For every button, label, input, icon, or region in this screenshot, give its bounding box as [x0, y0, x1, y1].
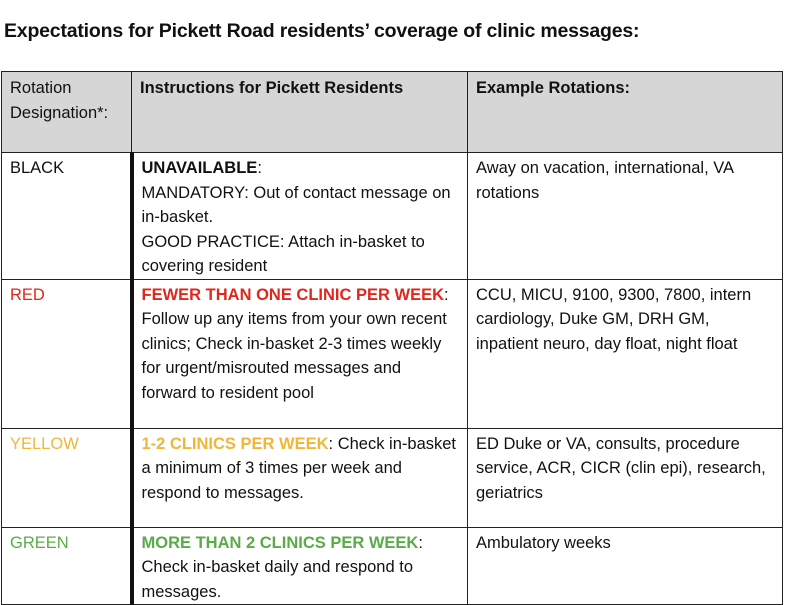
lead-suffix: :	[418, 533, 423, 552]
table-row-yellow	[2, 428, 783, 527]
designation-red: RED	[2, 279, 132, 428]
instruction-mandatory: MANDATORY: Out of contact message on in-basket.	[141, 183, 451, 226]
table-row-black	[2, 153, 783, 280]
instruction-body-yellow: : Check in-basket a minimum of 3 times per week and respond to messages.	[141, 434, 457, 502]
instructions-red	[132, 279, 468, 428]
header-example-rotations: Example Rotations:	[468, 72, 783, 153]
instruction-body-red: Follow up any items from your own recent clinics; Check in-basket 2-3 times weekly for urgent/misrouted messages and forward to resident pool	[141, 310, 447, 402]
instruction-good-practice: GOOD PRACTICE: Attach in-basket to covering resident	[141, 232, 425, 275]
instructions-yellow	[132, 428, 468, 527]
header-instructions: Instructions for Pickett Residents	[132, 72, 468, 153]
lead-unavailable: UNAVAILABLE	[141, 159, 258, 177]
rotation-coverage-table	[1, 71, 783, 605]
examples-black: Away on vacation, international, VA rotations	[468, 153, 783, 280]
designation-black: BLACK	[2, 153, 132, 280]
examples-green: Ambulatory weeks	[468, 527, 783, 605]
lead-one-two-clinics: 1-2 CLINICS PER WEEK	[141, 434, 329, 453]
lead-more-than-two: MORE THAN 2 CLINICS PER WEEK	[141, 533, 419, 552]
lead-suffix: :	[257, 159, 262, 177]
designation-yellow: YELLOW	[2, 428, 132, 527]
document-title: Expectations for Pickett Road residents’ coverage of clinic messages:	[4, 20, 640, 42]
table-row-green	[2, 527, 783, 605]
examples-red: CCU, MICU, 9100, 9300, 7800, intern cardiology, Duke GM, DRH GM, inpatient neuro, day float, night float	[468, 279, 783, 428]
designation-green: GREEN	[2, 527, 132, 605]
examples-yellow: ED Duke or VA, consults, procedure service, ACR, CICR (clin epi), research, geriatrics	[468, 428, 783, 527]
instructions-black	[132, 153, 468, 280]
lead-fewer-than-one: FEWER THAN ONE CLINIC PER WEEK	[141, 285, 445, 304]
table-header-row	[2, 72, 783, 153]
lead-suffix: :	[444, 285, 449, 304]
table-row-red	[2, 279, 783, 428]
instructions-green	[132, 527, 468, 605]
header-rotation-designation: Rotation Designation*:	[2, 72, 132, 153]
instruction-body-green: Check in-basket daily and respond to messages.	[141, 558, 413, 601]
